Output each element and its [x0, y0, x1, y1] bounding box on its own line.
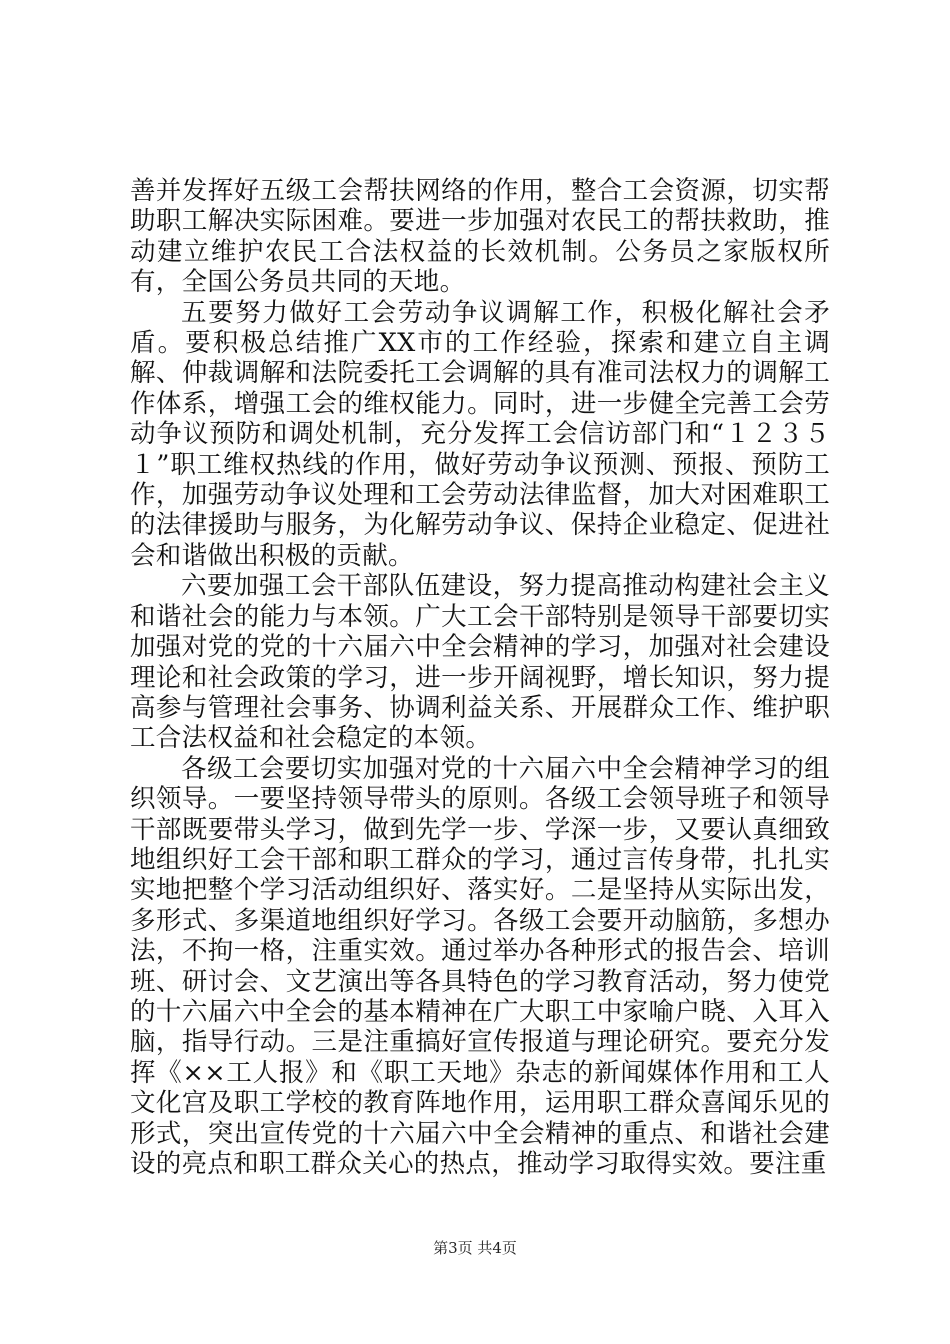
paragraph: 各级工会要切实加强对党的十六届六中全会精神学习的组织领导。一要坚持领导带头的原则。各级工会领导班子和领导干部既要带头学习，做到先学一步、学深一步，又要认真细致地组织好工会干部和职工群众的学习，通过言传身带，扎扎实实地把整个学习活动组织好、落实好。二是坚持从实际出发，多形式、多渠道地组织好学习。各级工会要开动脑筋，多想办法，不拘一格，注重实效。通过举办各种形式的报告会、培训班、研讨会、文艺演出等各具特色的学习教育活动，努力使党的十六届六中全会的基本精神在广大职工中家喻户晓、入耳入脑，指导行动。三是注重搞好宣传报道与理论研究。要充分发挥《××工人报》和《职工天地》杂志的新闻媒体作用和工人文化宫及职工学校的教育阵地作用，运用职工群众喜闻乐见的形式，突出宣传党的十六届六中全会精神的重点、和谐社会建设的亮点和职工群众关心的热点，推动学习取得实效。要注重 [130, 753, 830, 1179]
paragraph: 六要加强工会干部队伍建设，努力提高推动构建社会主义和谐社会的能力与本领。广大工会干部特别是领导干部要切实加强对党的党的十六届六中全会精神的学习，加强对社会建设理论和社会政策的学习，进一步开阔视野，增长知识，努力提高参与管理社会事务、协调利益关系、开展群众工作、维护职工合法权益和社会稳定的本领。 [130, 571, 830, 754]
paragraph: 善并发挥好五级工会帮扶网络的作用，整合工会资源，切实帮助职工解决实际困难。要进一步加强对农民工的帮扶救助，推动建立维护农民工合法权益的长效机制。公务员之家版权所有，全国公务员共同的天地。 [130, 176, 830, 298]
document-body [130, 176, 830, 1179]
paragraph: 五要努力做好工会劳动争议调解工作，积极化解社会矛盾。要积极总结推广XX市的工作经验，探索和建立自主调解、仲裁调解和法院委托工会调解的具有准司法权力的调解工作体系，增强工会的维权能力。同时，进一步健全完善工会劳动争议预防和调处机制，充分发挥工会信访部门和“１２３５１”职工维权热线的作用，做好劳动争议预测、预报、预防工作，加强劳动争议处理和工会劳动法律监督，加大对困难职工的法律援助与服务，为化解劳动争议、保持企业稳定、促进社会和谐做出积极的贡献。 [130, 297, 830, 571]
page-number-footer: 第3页 共4页 [433, 1239, 517, 1257]
